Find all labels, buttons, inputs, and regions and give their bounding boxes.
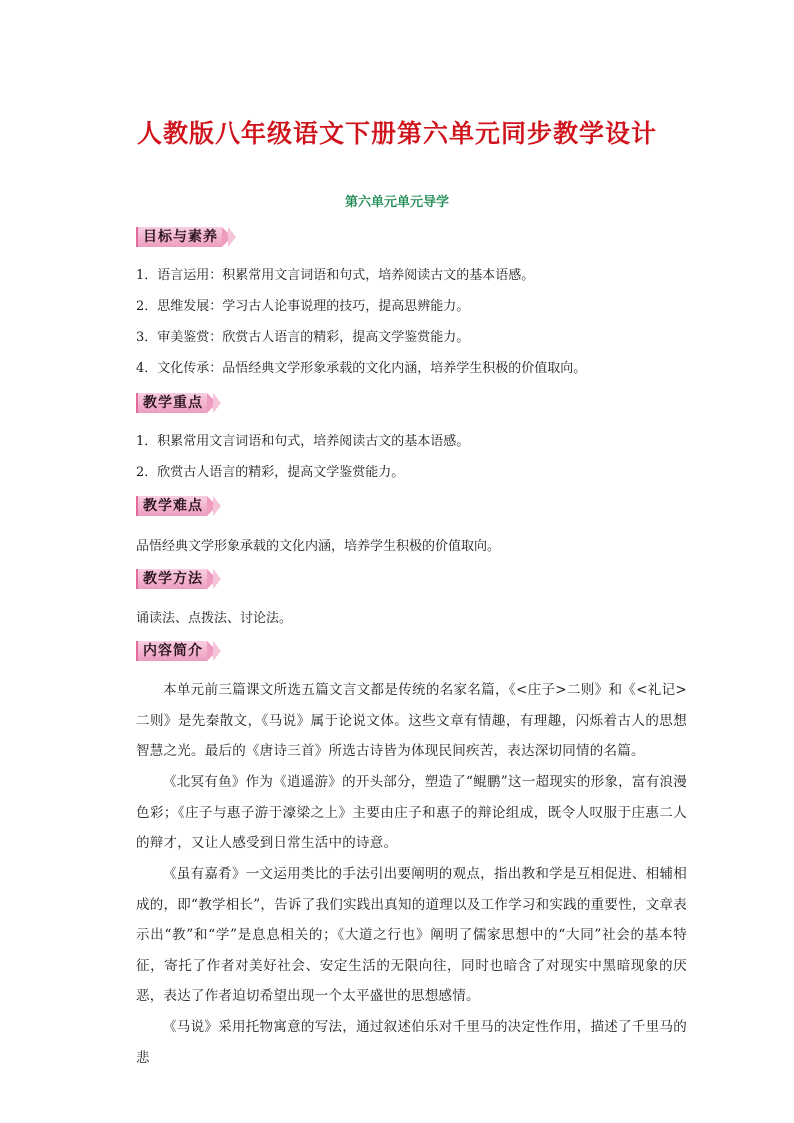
goal-item: 3．审美鉴赏：欣赏古人语言的精彩，提高文学鉴赏能力。: [136, 330, 470, 345]
section-heading-key-points: 教学重点: [136, 393, 207, 413]
intro-paragraph: 《北冥有鱼》作为《逍遥游》的开头部分，塑造了“鲲鹏”这一超现实的形象，富有浪漫色彩；《庄子与惠子游于濠梁之上》主要由庄子和惠子的辩论组成，既令人叹服于庄惠二人的辩才，又让人感受到日常生活中的诗意。: [136, 774, 687, 852]
section-heading-difficulties: 教学难点: [136, 496, 207, 516]
key-point-item: 2．欣赏古人语言的精彩，提高文学鉴赏能力。: [136, 465, 405, 480]
unit-subtitle: 第六单元单元导学: [344, 195, 449, 210]
key-point-item: 1．积累常用文言词语和句式，培养阅读古文的基本语感。: [136, 434, 470, 449]
section-tag-key-points: [136, 393, 221, 413]
section-tag-goals: [136, 227, 236, 247]
goal-item: 1．语言运用：积累常用文言词语和句式，培养阅读古文的基本语感。: [136, 268, 535, 283]
goal-item: 4．文化传承：品悟经典文学形象承载的文化内涵，培养学生积极的价值取向。: [136, 361, 587, 376]
document-title: 人教版八年级语文下册第六单元同步教学设计: [136, 119, 657, 148]
difficulty-text: 品悟经典文学形象承载的文化内涵，培养学生积极的价值取向。: [136, 539, 501, 554]
intro-paragraph: 本单元前三篇课文所选五篇文言文都是传统的名家名篇，《<庄子>二则》和《<礼记>二则》是先秦散文，《马说》属于论说文体。这些文章有情趣，有理趣，闪烁着古人的思想智慧之光。最后的《唐诗三首》所选古诗皆为体现民间疾苦，表达深切同情的名篇。: [136, 682, 687, 760]
intro-paragraph: 《虽有嘉肴》一文运用类比的手法引出要阐明的观点，指出教和学是互相促进、相辅相成的，即“教学相长”，告诉了我们实践出真知的道理以及工作学习和实践的重要性，文章表示出“教”和“学”是息息相关的；《大道之行也》阐明了儒家思想中的“大同”社会的基本特征，寄托了作者对美好社会、安定生活的无限向往，同时也暗含了对现实中黑暗现象的厌恶，表达了作者迫切希望出现一个太平盛世的思想感情。: [136, 866, 687, 1005]
tag-arrow-icon: [228, 227, 236, 247]
intro-paragraph: 《马说》采用托物寓意的写法，通过叙述伯乐对千里马的决定性作用，描述了千里马的悲: [136, 1019, 687, 1066]
section-tag-intro: [136, 641, 221, 661]
section-tag-methods: [136, 569, 221, 589]
section-heading-methods: 教学方法: [136, 569, 207, 589]
tag-arrow-icon: [213, 496, 221, 516]
goal-item: 2．思维发展：学习古人论事说理的技巧，提高思辨能力。: [136, 299, 470, 314]
methods-text: 诵读法、点拨法、讨论法。: [136, 611, 293, 626]
tag-arrow-icon: [213, 569, 221, 589]
tag-arrow-icon: [213, 393, 221, 413]
section-heading-goals: 目标与素养: [136, 227, 222, 247]
section-tag-difficulties: [136, 496, 221, 516]
tag-arrow-icon: [213, 641, 221, 661]
section-heading-intro: 内容简介: [136, 641, 207, 661]
